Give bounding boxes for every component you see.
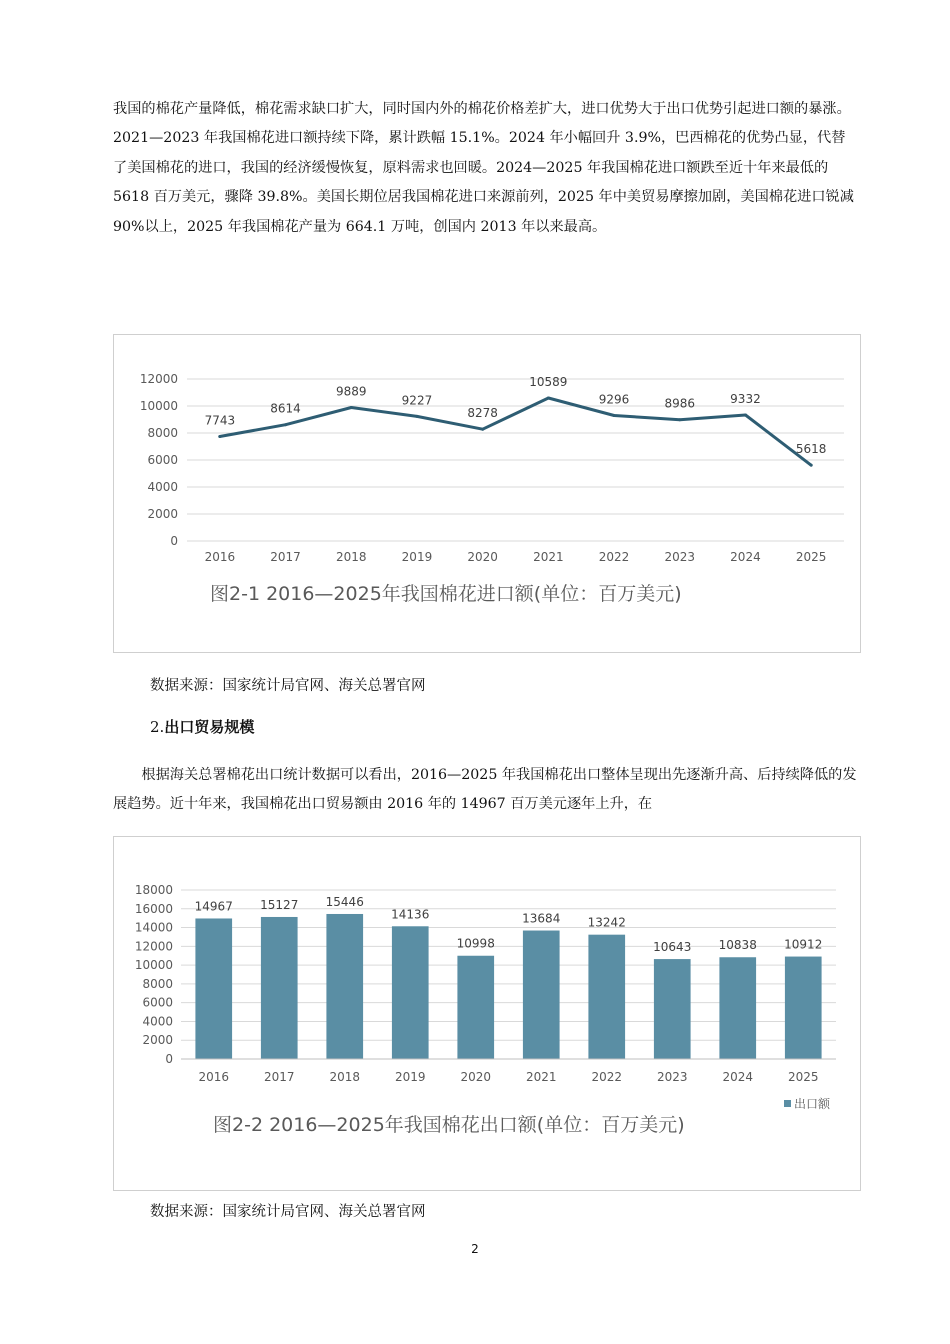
data-label: 9332 [730,392,761,407]
y-tick-label: 6000 [142,995,173,1010]
section-heading-number: 2. [150,718,165,736]
data-label: 9296 [598,392,630,407]
x-tick-label: 2019 [394,1070,426,1084]
x-tick-label: 2025 [795,550,827,564]
export-chart [113,836,861,1191]
x-tick-label: 2024 [722,1070,754,1084]
export-bar [785,957,822,1059]
y-tick-label: 14000 [134,920,173,935]
data-label: 13684 [522,911,561,926]
x-tick-label: 2016 [204,550,236,564]
data-label: 14136 [391,907,430,922]
x-tick-label: 2016 [198,1070,230,1084]
y-tick-label: 4000 [142,1014,173,1029]
y-tick-label: 8000 [147,426,178,440]
legend-label: 出口额 [794,1097,831,1111]
data-label: 14967 [194,899,233,914]
data-label: 8278 [467,406,498,421]
data-label: 7743 [204,413,236,428]
data-label: 15127 [260,897,299,912]
data-label: 15446 [325,894,364,909]
y-tick-label: 8000 [142,976,173,991]
y-tick-label: 10000 [134,958,173,973]
export-bar [261,917,298,1059]
paragraph-export [113,761,858,820]
data-label: 13242 [587,915,626,930]
x-tick-label: 2022 [591,1070,623,1084]
export-bar [523,931,560,1059]
section-heading-text: 出口贸易规模 [164,718,255,736]
y-tick-label: 2000 [147,507,178,521]
data-point [810,464,813,467]
data-point [481,428,484,431]
data-label: 9227 [401,393,433,408]
x-tick-label: 2020 [467,550,498,564]
chart-title: 图2-2 2016—2025年我国棉花出口额(单位：百万美元) [213,1114,685,1136]
legend-swatch [784,1100,791,1107]
data-point [350,406,353,409]
data-label: 10912 [784,937,823,952]
data-point [744,414,747,417]
y-tick-label: 6000 [147,453,178,467]
y-tick-label: 16000 [134,901,173,916]
data-label: 8986 [664,396,696,411]
export-bar [195,918,232,1059]
x-tick-label: 2022 [598,550,630,564]
x-tick-label: 2018 [329,1070,361,1084]
paragraph-import-text: 我国的棉花产量降低，棉花需求缺口扩大，同时国内外的棉花价格差扩大，进口优势大于出口优势引起进口额的暴涨。2021—2023 年我国棉花进口额持续下降，累计跌幅 15.1%。2024 年小幅回升 3.9%，巴西棉花的优势凸显，代替了美国棉花的进口，我国的经济缓慢恢复，原料需求也回暖。2024—2025 年我国棉花进口额跌至近十年来最低的 5618 百万美元，骤降 39.8%。美国长期位居我国棉花进口来源前列，2025 年中美贸易摩擦加剧，美国棉花进口锐减 90%以上，2025 年我国棉花产量为 664.1 万吨，创国内 2013 年以来最高。 [113,101,854,235]
data-point [547,397,550,400]
chart-title: 图2-1 2016—2025年我国棉花进口额(单位：百万美元) [210,583,682,605]
data-source-1: 数据来源：国家统计局官网、海关总署官网 [150,678,426,694]
data-point [415,415,418,418]
data-label: 8614 [270,401,301,416]
x-tick-label: 2023 [664,550,696,564]
y-tick-label: 0 [165,1052,173,1066]
x-tick-label: 2017 [270,550,301,564]
export-bar [457,956,494,1059]
x-tick-label: 2025 [787,1070,819,1084]
data-label: 10998 [456,936,495,951]
data-label: 10643 [653,940,692,955]
data-label: 5618 [795,442,827,457]
data-point [613,414,616,417]
data-label: 9889 [335,384,367,399]
page-number: 2 [471,1242,479,1256]
export-bar [654,959,691,1059]
x-tick-label: 2021 [533,550,564,564]
paragraph-import [113,95,858,242]
y-tick-label: 12000 [134,939,173,954]
y-tick-label: 4000 [147,480,178,494]
x-tick-label: 2024 [730,550,761,564]
section-heading [150,716,254,737]
x-tick-label: 2023 [656,1070,688,1084]
y-tick-label: 18000 [134,883,173,897]
export-bar [392,926,429,1059]
export-bar [326,914,363,1059]
data-label: 10589 [529,375,568,390]
data-source-2: 数据来源：国家统计局官网、海关总署官网 [150,1204,426,1220]
import-chart [113,334,861,653]
x-tick-label: 2019 [401,550,433,564]
export-bar [719,957,756,1059]
export-bar-chart-svg [114,837,860,1190]
y-tick-label: 10000 [139,399,178,413]
data-point [678,418,681,421]
paragraph-export-text: 根据海关总署棉花出口统计数据可以看出，2016—2025 年我国棉花出口整体呈现出先逐渐升高、后持续降低的发展趋势。近十年来，我国棉花出口贸易额由 2016 年的 14967 百万美元逐年上升，在 [113,767,857,813]
x-tick-label: 2017 [263,1070,295,1084]
data-point [284,423,287,426]
y-tick-label: 12000 [139,372,178,386]
import-line-chart-svg [114,335,860,652]
import-series-line [220,398,811,465]
x-tick-label: 2020 [460,1070,492,1084]
data-point [218,435,221,438]
data-label: 10838 [718,938,757,953]
x-tick-label: 2021 [525,1070,557,1084]
y-tick-label: 0 [170,534,178,548]
x-tick-label: 2018 [335,550,367,564]
y-tick-label: 2000 [142,1033,173,1048]
export-bar [588,935,625,1059]
